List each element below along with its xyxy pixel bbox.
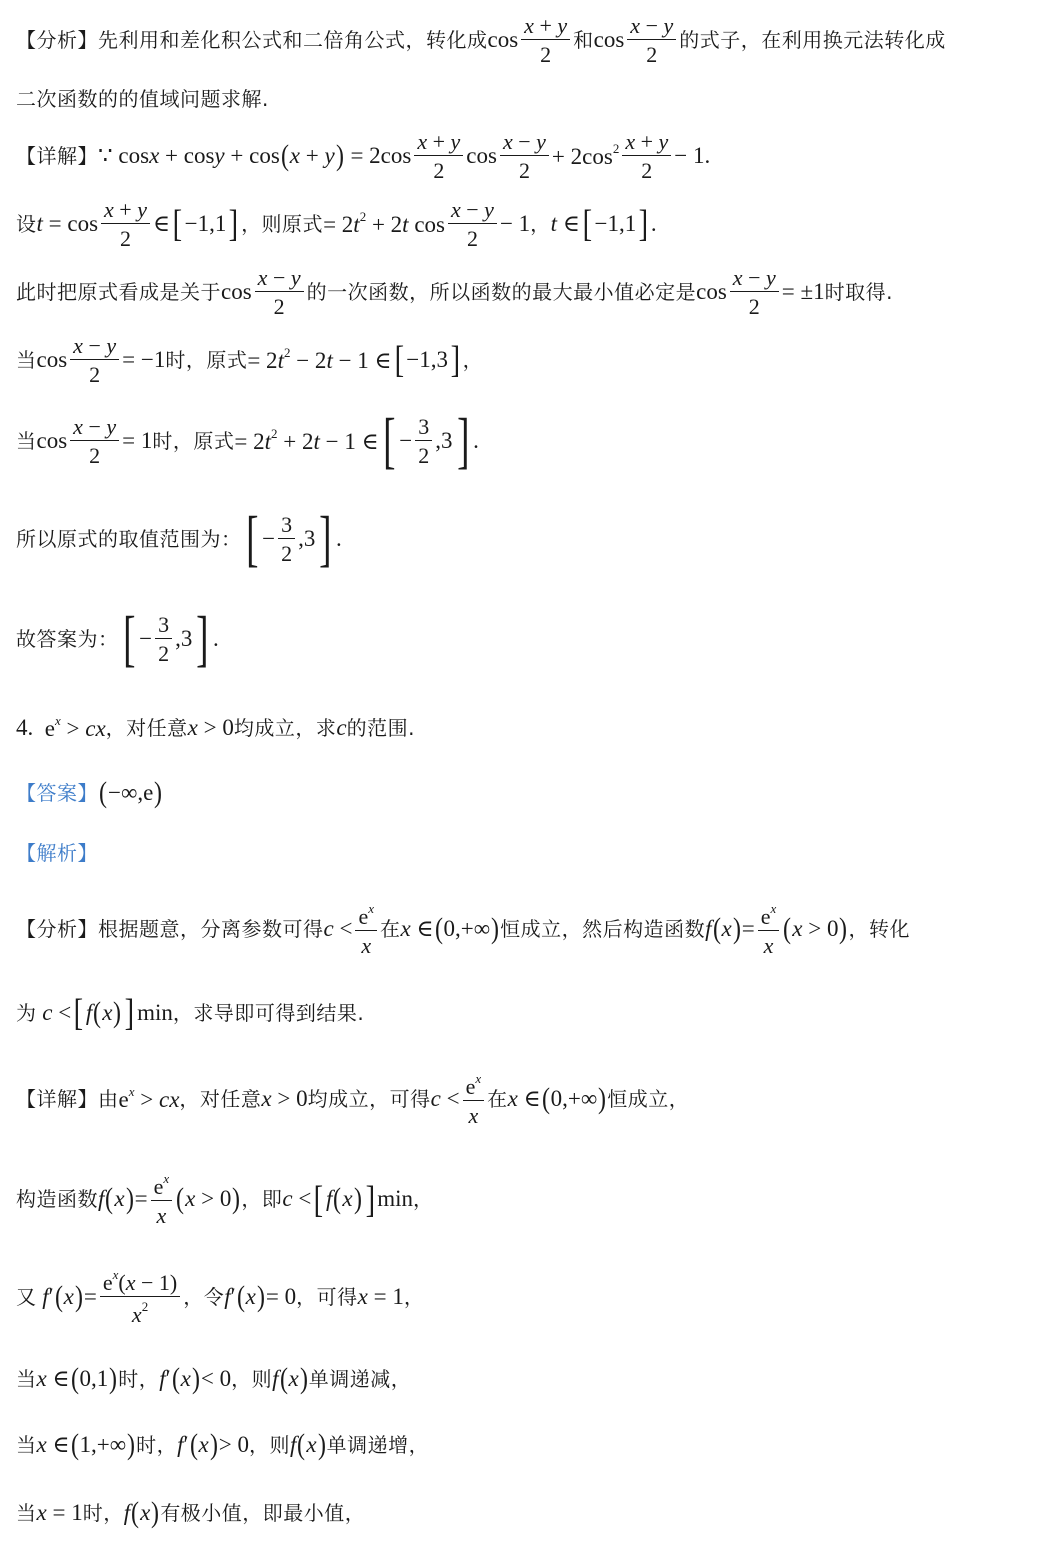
detail-tag: 【详解】 [16, 143, 98, 168]
analysis2-line-1: 【分析】 根据题意，分离参数可得 c < $\frac{e^x}{x}$ 在 x ∈ ( 0,+∞ ) 恒成立，然后构造函数 f ( x ) = $\frac{e^x}{x}$ ( x > 0 ) ，转化 [16, 901, 910, 959]
explanation-tag-line [16, 842, 1055, 865]
detail-answer-line: 故答案为： [ − $\frac{3}{2}$ ,3 ] . [16, 605, 219, 673]
detail-line-3: 此时把原式看成是关于 cos $\frac{x - y}{2}$ 的一次函数，所以函数的最大最小值必定是 cos $\frac{x - y}{2}$ = ±1 时取得. [16, 265, 893, 320]
detail2-line-6: 当 x = 1 时， f ( x ) 有极小值，即最小值， [16, 1496, 366, 1529]
detail-line-2: 设 t = cos $\frac{x + y}{2}$ ∈ [ −1,1 ] ，则原式 = $2t^2 + 2t$ cos $\frac{x - y}{2}$ − 1 ， t ∈ [ −1,1 ] . [16, 197, 657, 252]
question-number: 4. [16, 715, 34, 740]
analysis2-line-2: 为 c < [ f ( x ) ] min ，求导即可得到结果. [16, 992, 365, 1034]
answer-line: 【答案】 ( −∞,e ) [16, 776, 163, 809]
answer-tag: 【答案】 [16, 780, 98, 805]
explanation-tag: 【解析】 [16, 841, 98, 865]
analysis-line-2: 二次函数的的值域问题求解. [16, 87, 269, 111]
fraction: $\frac{x - y}{2}$ [627, 14, 676, 66]
detail2-line-3: 又 f′ ( x ) = $\frac{e^x(x - 1)}{x^2}$ ，令 f′ ( x ) = 0 ，可得 x = 1 ， [16, 1267, 425, 1328]
detail-line-1: 【详解】 ∵ cosx + cosy + cos ( x + y ) = 2cos $\frac{x + y}{2}$ cos $\frac{x - y}{2}$ + $2\cos^2$ $\frac{x + y}{2}$ − 1. [16, 129, 711, 184]
analysis-line-1: 【分析】 先利用和差化积公式和二倍角公式，转化成 cos $\frac{x + y}{2}$ 和 cos $\frac{x - y}{2}$ 的式子，在利用换元法转化成 [16, 13, 946, 68]
detail2-line-1: 【详解】 由 $e^x$ > cx ，对任意 x > 0 均成立，可得 c < $\frac{e^x}{x}$ 在 x ∈ ( 0,+∞ ) 恒成立， [16, 1071, 690, 1129]
detail-line-4: 当 cos $\frac{x - y}{2}$ = −1 时，原式 = $2t^2 - 2t - 1$ ∈ [ −1,3 ] ， [16, 333, 484, 388]
detail-line-5: 当 cos $\frac{x - y}{2}$ = 1 时，原式 = $2t^2 + 2t - 1$ ∈ [ − $\frac{3}{2}$ ,3 ] . [16, 407, 479, 475]
detail2-line-4: 当 x ∈ ( 0,1 ) 时， f′ ( x ) < 0 ，则 f ( x ) 单调递减， [16, 1362, 412, 1395]
detail2-line-5: 当 x ∈ ( 1,+∞ ) 时， f′ ( x ) > 0 ，则 f ( x ) 单调递增， [16, 1428, 430, 1461]
detail2-line-2: 构造函数 f ( x ) = $\frac{e^x}{x}$ ( x > 0 ) ，即 c < [ f ( x ) ] min ， [16, 1171, 434, 1229]
question-4: 4. $e^x$ > cx ，对任意 x > 0 均成立，求 c 的范围. [16, 713, 415, 741]
detail-range-line: 所以原式的取值范围为： [ − $\frac{3}{2}$ ,3 ] . [16, 505, 342, 573]
fraction: $\frac{x + y}{2}$ [521, 14, 570, 66]
analysis-tag: 【分析】 [16, 27, 98, 52]
